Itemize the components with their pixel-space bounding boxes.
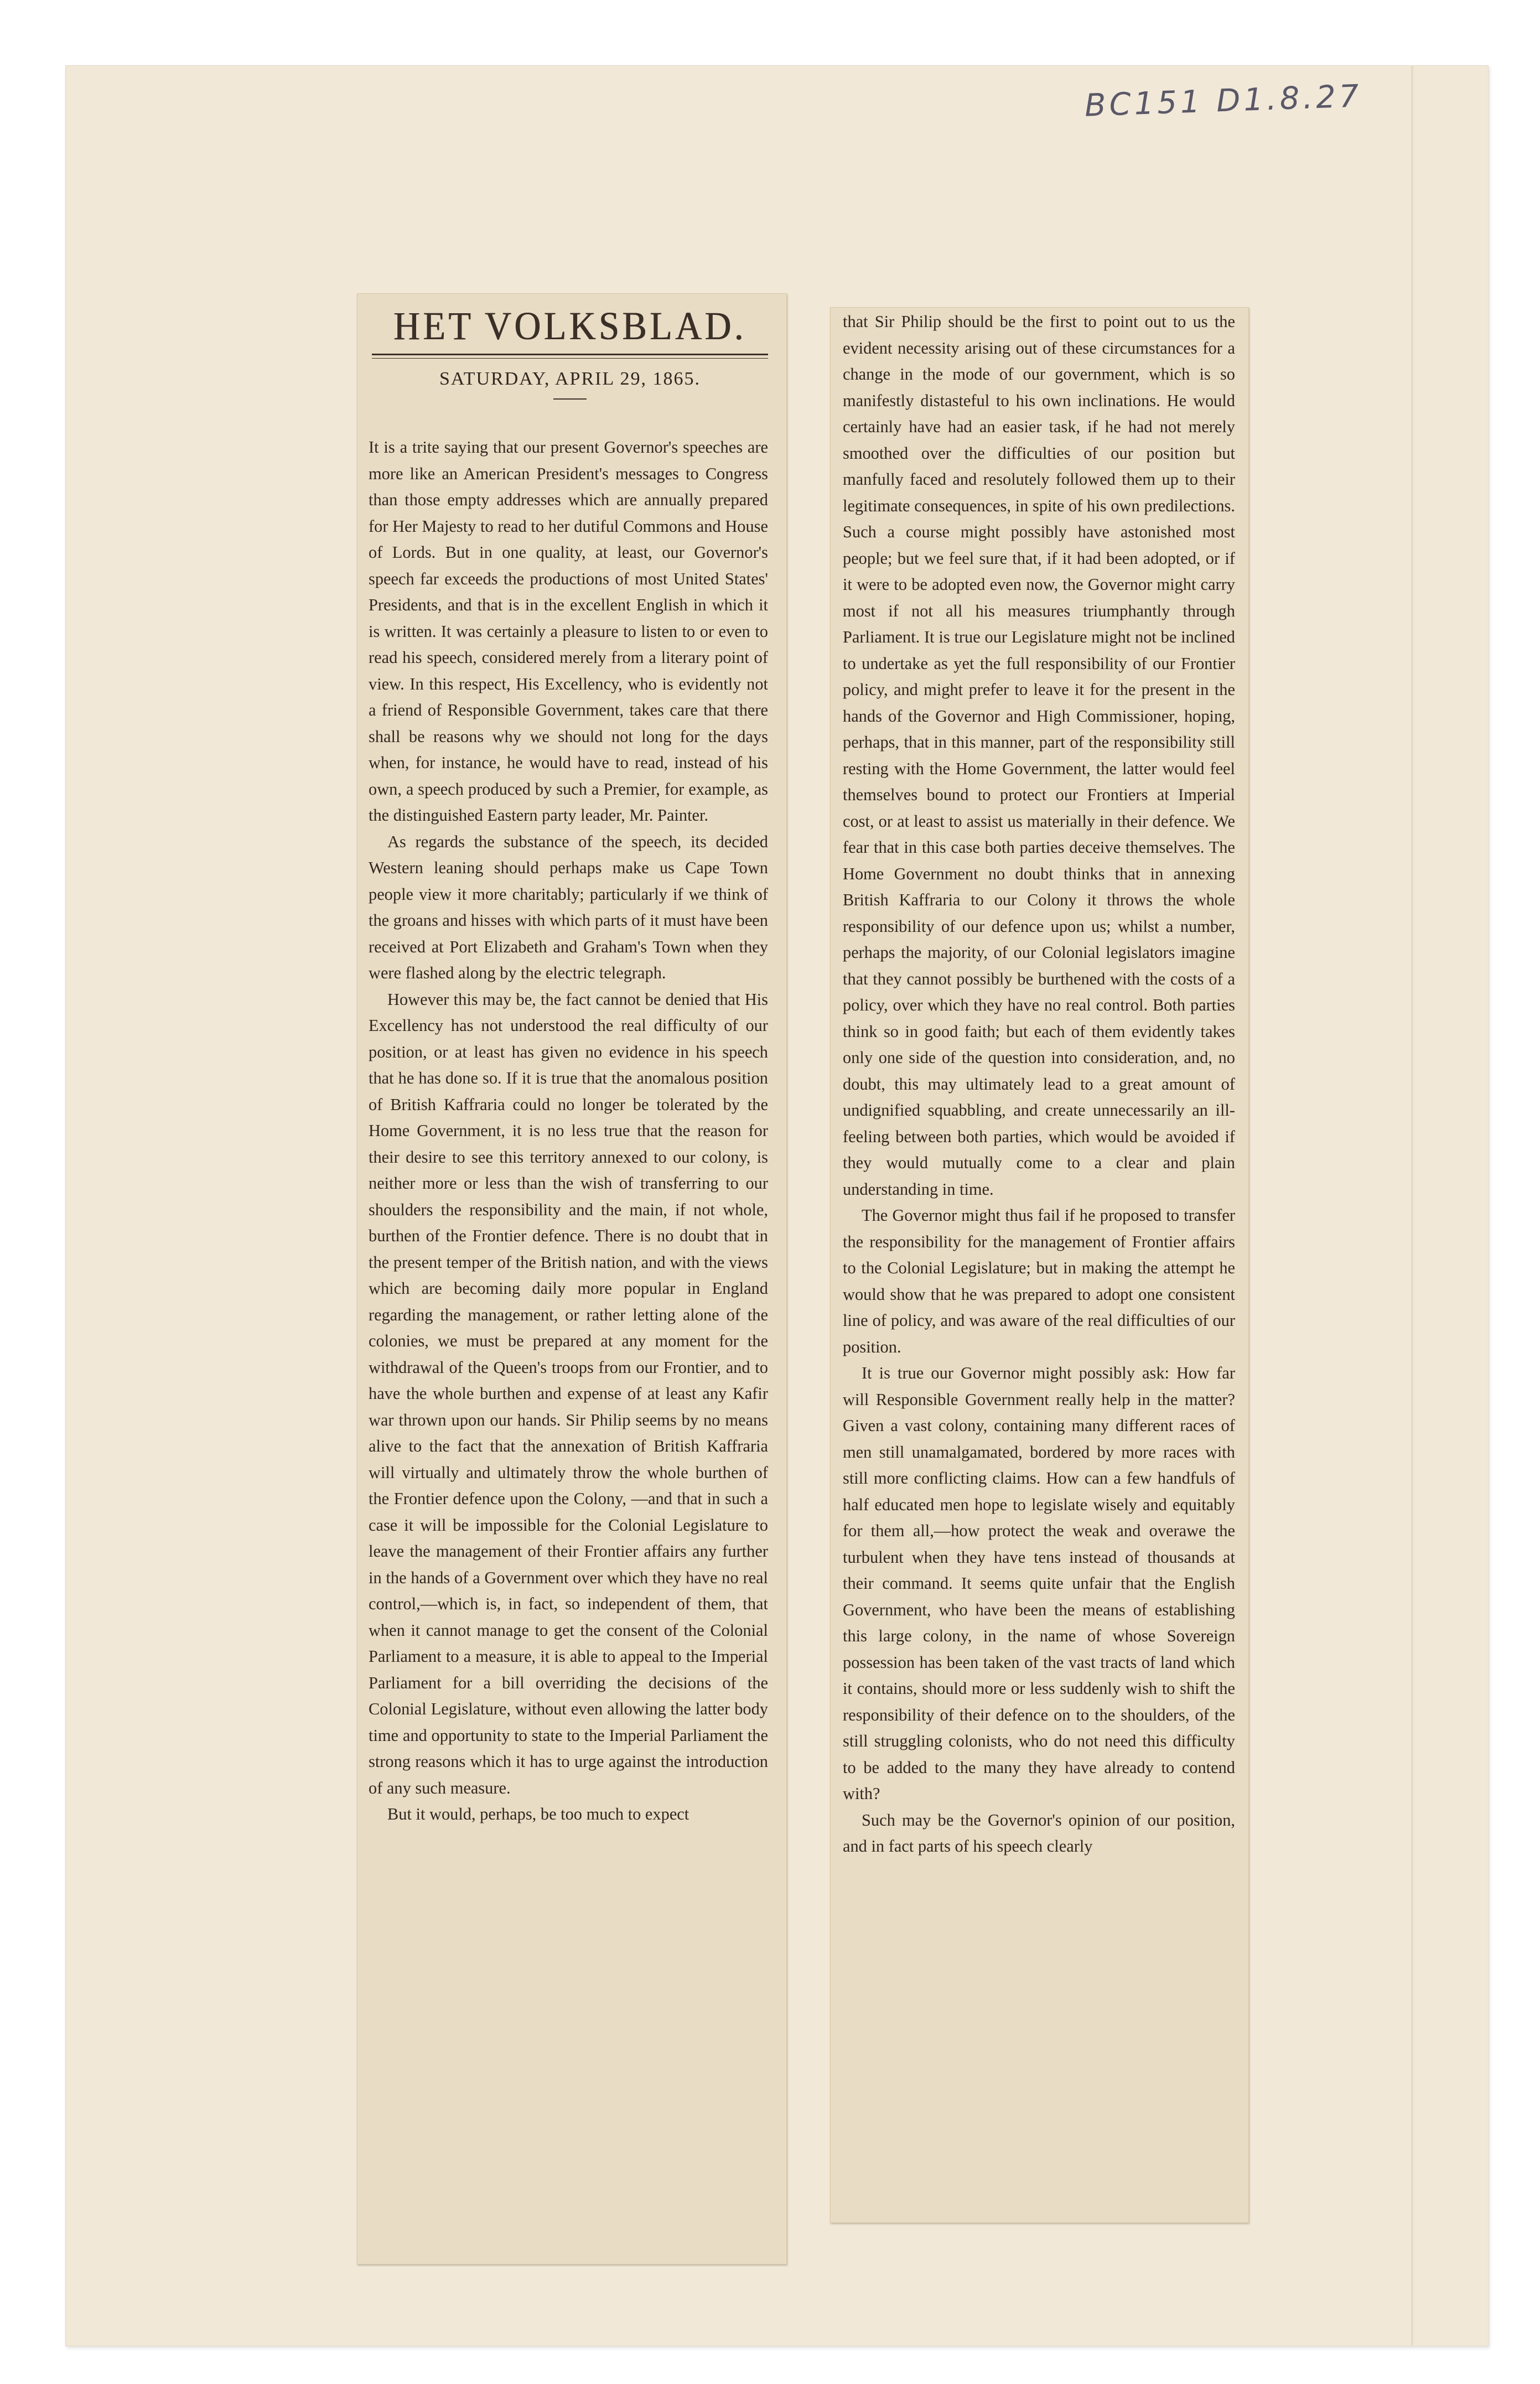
article-column-left [359, 434, 779, 1828]
article-paragraph: It is true our Governor might possibly ask: How far will Responsible Government really help in the matter? Given a vast colony, containing many different races of men still unamalgamated, bordered by more races with still more conflicting claims. How can a few handfuls of half educated men hope to legislate wisely and equitably for them all,—how protect the weak and overawe the turbulent when they have tens instead of thousands at their command. It seems quite unfair that the English Government, who have been the means of establishing this large colony, in the name of whose Sovereign possession has been taken of the vast tracts of land which it contains, should more or less suddenly wish to shift the responsibility of their defence on to the shoulders, of the still struggling colonists, who do not need this difficulty to be added to the many they have already to contend with? [843, 1364, 1235, 1803]
masthead-rule-thin [372, 358, 768, 359]
article-paragraph: However this may be, the fact cannot be denied that His Excellency has not understood the real difficulty of our position, or at least has given no evidence in his speech that he has done so. If it is true that the anomalous position of British Kaffraria could no longer be tolerated by the Home Government, it is no less true that the reason for their desire to see this territory annexed to our colony, is neither more or less than the wish of transferring to our shoulders the responsibility and the main, if not whole, burthen of the Frontier defence. There is no doubt that in the present temper of the British nation, and with the views which are becoming daily more popular in England regarding the management, or rather letting alone of the colonies, we must be prepared at any moment for the withdrawal of the Queen's troops from our Frontier, and to have the whole burthen and expense of at least any Kafir war thrown upon our hands. Sir Philip seems by no means alive to the fact that the annexation of British Kaffraria will virtually and ultimately throw the whole burthen of the Frontier defence upon the Colony, —and that in such a case it will be impossible for the Colonial Legislature to leave the management of their Frontier affairs any further in the hands of a Government over which they have no real control,—which is, in fact, so independent of them, that when it cannot manage to get the consent of the Colonial Parliament to a measure, it is able to appeal to the Imperial Parliament for a bill overriding the decisions of the Colonial Legislature, without even allowing the latter body time and opportunity to state to the Imperial Parliament the strong reasons which it has to urge against the introduction of any such measure. [369, 989, 768, 1797]
article-paragraph: It is a trite saying that our present Governor's speeches are more like an American President's messages to Congress than those empty addresses which are annually prepared for Her Majesty to read to her dutiful Commons and House of Lords. But in one quality, at least, our Governor's speech far exceeds the productions of most United States' Presidents, and that is in the excellent English in which it is written. It was certainly a pleasure to listen to or even to read his speech, considered merely from a literary point of view. In this respect, His Excellency, who is evidently not a friend of Responsible Government, takes care that there shall be reasons why we should not long for the days when, for instance, he would have to read, instead of his own, a speech produced by such a Premier, for example, as the distinguished Eastern party leader, Mr. Painter. [369, 438, 768, 825]
masthead-rule [372, 354, 768, 355]
article-paragraph: that Sir Philip should be the first to point out to us the evident necessity arising out of these circumstances for a change in the mode of our government, which is so manifestly distasteful to his own inclinations. He would certainly have had an easier task, if he had not merely smoothed over the difficulties of our position but manfully faced and resolutely followed them up to their legitimate consequences, in spite of his own predilections. Such a course might possibly have astonished most people; but we feel sure that, if it had been adopted, or if it were to be adopted even now, the Governor might carry most if not all his measures triumphantly through Parliament. It is true our Legislature might not be inclined to undertake as yet the full responsibility of our Frontier policy, and might prefer to leave it for the present in the hands of the Governor and High Commissioner, hoping, perhaps, that in this manner, part of the responsibility still resting with the Home Government, the latter would feel themselves bound to protect our Frontiers at Imperial cost, or at least to assist us materially in their defence. We fear that in this case both parties deceive themselves. The Home Government no doubt thinks that in annexing British Kaffraria to our Colony it throws the whole responsibility of our defence upon us; whilst a number, perhaps the majority, of our Colonial legislators imagine that they cannot possibly be burthened with the costs of a policy, over which they have no real control. Both parties think so in good faith; but each of them evidently takes only one side of the question into consideration, and, no doubt, this may ultimately lead to a great amount of undignified squabbling, and create unnecessarily an ill-feeling between both parties, which would be avoided if they would mutually come to a clear and plain understanding in time. [843, 312, 1235, 1199]
article-column-right [833, 309, 1245, 1860]
newspaper-title: HET VOLKSBLAD. [393, 304, 746, 348]
sheet-fold-edge [1411, 65, 1413, 2345]
issue-date: SATURDAY, APRIL 29, 1865. [439, 369, 701, 389]
article-paragraph: As regards the substance of the speech, its decided Western leaning should perhaps make us Cape Town people view it more charitably; particularly if we think of the groans and hisses with which parts of it must have been received at Port Elizabeth and Graham's Town when they were flashed along by the electric telegraph. [369, 832, 768, 982]
article-paragraph: But it would, perhaps, be too much to expect [387, 1805, 689, 1823]
article-paragraph: The Governor might thus fail if he proposed to transfer the responsibility for the management of Frontier affairs to the Colonial Legislature; but in making the attempt he would show that he was prepared to adopt one consistent line of policy, and was aware of the real difficulties of our position. [843, 1206, 1235, 1356]
date-rule [553, 398, 587, 400]
archive-reference-annotation: BC151 D1.8.27 [1084, 78, 1363, 124]
newspaper-masthead [360, 303, 780, 400]
article-paragraph: Such may be the Governor's opinion of our position, and in fact parts of his speech clearly [843, 1810, 1235, 1856]
